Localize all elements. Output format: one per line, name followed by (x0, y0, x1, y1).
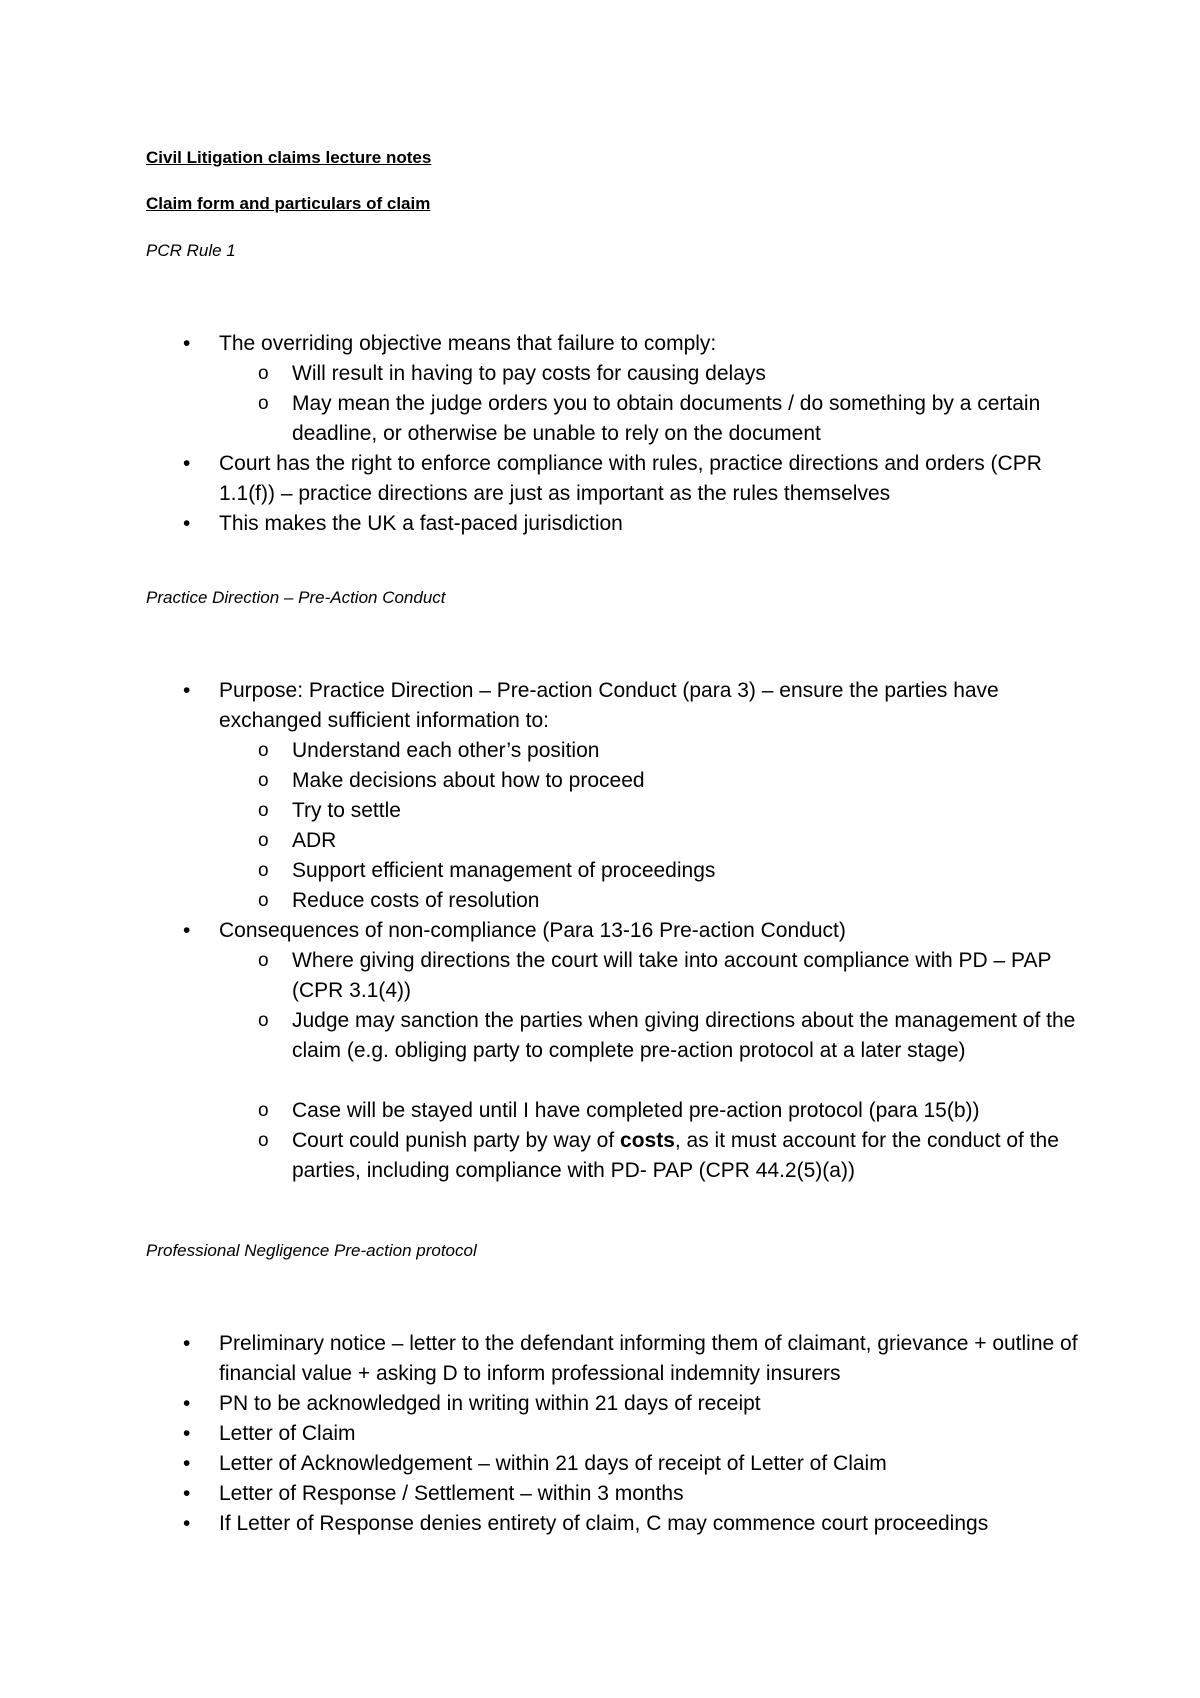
sub-list-item-text-after: , as it must account for the conduct of the parties, including compliance with PD- PAP (CPR 44.2(5)(a)) (292, 1129, 1059, 1182)
sub-list-item (258, 389, 1082, 449)
sub-list-item-text: Where giving directions the court will take into account compliance with PD – PAP (CPR 3.1(4)) (292, 949, 1052, 1002)
sub-bullet-icon: o (258, 950, 269, 971)
list-item-text: Purpose: Practice Direction – Pre-action Conduct (para 3) – ensure the parties have exchanged sufficient information to: (219, 679, 999, 732)
list-item-text: PN to be acknowledged in writing within 21 days of receipt (219, 1392, 761, 1415)
sub-list-item (258, 946, 1082, 1006)
sub-bullet-icon: o (258, 1010, 269, 1031)
list-item-text: Consequences of non-compliance (Para 13-16 Pre-action Conduct) (219, 919, 846, 942)
list-item (183, 509, 1079, 539)
list-item-text: Preliminary notice – letter to the defendant informing them of claimant, grievance + outline of financial value + asking D to inform professional indemnity insurers (219, 1332, 1078, 1385)
sub-bullet-icon: o (258, 363, 269, 384)
list-item-text: If Letter of Response denies entirety of claim, C may commence court proceedings (219, 1512, 989, 1535)
sub-bullet-icon: o (258, 740, 269, 761)
bullet-icon: • (183, 679, 191, 702)
sub-bullet-icon: o (258, 800, 269, 821)
sub-bullet-icon: o (258, 830, 269, 851)
sub-list-item-text: Reduce costs of resolution (292, 889, 540, 912)
bullet-icon: • (183, 1422, 191, 1445)
bullet-icon: • (183, 1332, 191, 1355)
bullet-icon: • (183, 1512, 191, 1535)
list-item (183, 329, 1079, 359)
sub-list-item (258, 856, 1082, 886)
sub-list-item (258, 359, 1082, 389)
sub-bullet-icon: o (258, 1130, 269, 1151)
sub-list-item (258, 886, 1082, 916)
sub-bullet-icon: o (258, 1100, 269, 1121)
bullet-icon: • (183, 512, 191, 535)
list-item (183, 1479, 1079, 1509)
list-item-text: This makes the UK a fast-paced jurisdiction (219, 512, 623, 535)
sub-list-item (258, 1096, 1082, 1126)
sub-bullet-icon: o (258, 393, 269, 414)
costs-emphasis: costs (620, 1129, 675, 1152)
list-item (183, 916, 1079, 946)
bullet-icon: • (183, 452, 191, 475)
sub-list-item (258, 766, 1082, 796)
section-heading-professional-negligence: Professional Negligence Pre-action protocol (146, 1241, 477, 1260)
list-item (183, 1449, 1079, 1479)
sub-list-item-text: Understand each other’s position (292, 739, 600, 762)
list-item (183, 676, 1079, 736)
sub-list-item (258, 1006, 1082, 1066)
list-item (183, 1389, 1079, 1419)
sub-list-item (258, 826, 1082, 856)
list-item-text: Letter of Response / Settlement – within 3 months (219, 1482, 684, 1505)
sub-list-item-text: May mean the judge orders you to obtain documents / do something by a certain deadline, or otherwise be unable to rely on the document (292, 392, 1041, 445)
bullet-icon: • (183, 919, 191, 942)
list-item-text: Court has the right to enforce compliance with rules, practice directions and orders (CPR 1.1(f)) – practice directions are just as important as the rules themselves (219, 452, 1042, 505)
list-item-text: Letter of Acknowledgement – within 21 days of receipt of Letter of Claim (219, 1452, 887, 1475)
sub-bullet-icon: o (258, 860, 269, 881)
document-subtitle: Claim form and particulars of claim (146, 194, 431, 213)
sub-list-item-text: Make decisions about how to proceed (292, 769, 645, 792)
bullet-icon: • (183, 1392, 191, 1415)
section-heading-practice-direction: Practice Direction – Pre-Action Conduct (146, 588, 446, 607)
list-item (183, 1509, 1079, 1539)
sub-list-item-text: Try to settle (292, 799, 401, 822)
sub-list-item-text: ADR (292, 829, 337, 852)
sub-list-item-text-before: Court could punish party by way of (292, 1129, 621, 1152)
document-title: Civil Litigation claims lecture notes (146, 148, 432, 167)
sub-list-item (258, 736, 1082, 766)
bullet-icon: • (183, 332, 191, 355)
sub-list-item-costs (258, 1126, 1082, 1186)
sub-list-item-text: Support efficient management of proceedings (292, 859, 716, 882)
list-item (183, 1419, 1079, 1449)
sub-bullet-icon: o (258, 890, 269, 911)
sub-list-item (258, 796, 1082, 826)
list-item (183, 449, 1079, 509)
list-item-text: Letter of Claim (219, 1422, 356, 1445)
sub-list-item-text: Will result in having to pay costs for causing delays (292, 362, 766, 385)
sub-bullet-icon: o (258, 770, 269, 791)
section-heading-pcr-rule-1: PCR Rule 1 (146, 241, 236, 260)
list-item-text: The overriding objective means that failure to comply: (219, 332, 717, 355)
bullet-icon: • (183, 1482, 191, 1505)
bullet-icon: • (183, 1452, 191, 1475)
list-item (183, 1329, 1079, 1389)
sub-list-item-text: Judge may sanction the parties when giving directions about the management of the claim (e.g. obliging party to complete pre-action protocol at a later stage) (292, 1009, 1076, 1062)
sub-list-item-text: Case will be stayed until I have completed pre-action protocol (para 15(b)) (292, 1099, 980, 1122)
